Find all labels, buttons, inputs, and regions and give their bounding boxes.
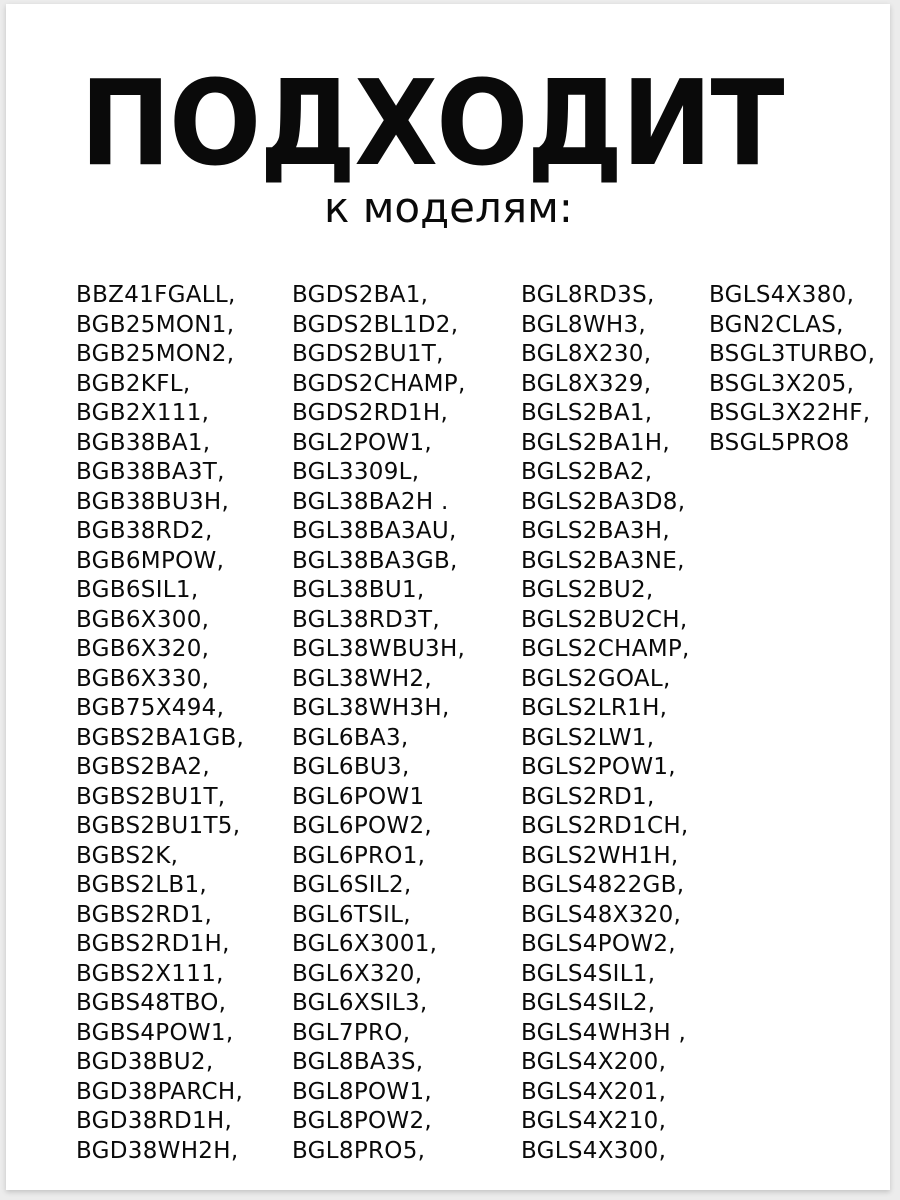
model-list-item: BGDS2CHAMP, — [292, 370, 466, 397]
model-list-item: BGLS4X201, — [521, 1078, 667, 1105]
model-list-item: BGL6TSIL, — [292, 901, 411, 928]
model-list-item: BGB6SIL1, — [76, 577, 199, 603]
model-list-item: BGB6X320, — [76, 636, 210, 662]
model-list-item: BGL8X329, — [521, 370, 652, 397]
model-list-item: BGDS2BL1D2, — [292, 311, 459, 338]
model-list-item: BGL38WH3H, — [292, 695, 450, 721]
page-card — [6, 4, 890, 1190]
model-list-item: BGL38BU1, — [292, 577, 425, 603]
model-list-item: BGLS2BA1, — [521, 400, 653, 426]
model-column-3 — [521, 281, 690, 1166]
model-list-item: BGN2CLAS, — [709, 311, 844, 338]
model-column-1 — [76, 281, 244, 1166]
model-list-item: BGL38WH2, — [292, 665, 432, 692]
model-list-item: BGLS2CHAMP, — [521, 636, 690, 662]
model-list-item: BGB38BA1, — [76, 429, 211, 456]
model-list-item: BGLS4X380, — [709, 282, 855, 308]
model-list-item: BGB38BA3T, — [76, 459, 225, 485]
model-list-item: BGLS2LR1H, — [521, 695, 668, 721]
model-list-item: BGLS2RD1, — [521, 783, 655, 810]
model-list-item: BSGL3TURBO, — [709, 341, 876, 367]
model-list-item: BSGL3X205, — [709, 370, 855, 397]
model-list-item: BGL6BU3, — [292, 754, 410, 780]
model-list-item: BGD38WH2H, — [76, 1137, 239, 1164]
model-list-item: BGLS2BA2, — [521, 459, 653, 485]
model-list-item: BGLS2LW1, — [521, 724, 655, 751]
model-list-item: BGB75X494, — [76, 695, 225, 721]
model-list-item: BGL6POW2, — [292, 813, 433, 839]
model-list-item: BGDS2RD1H, — [292, 400, 449, 426]
model-list-item: BGBS2LB1, — [76, 872, 208, 898]
model-list-item: BGBS48TBO, — [76, 990, 227, 1016]
model-list-item: BGL38BA3GB, — [292, 547, 458, 574]
model-list-item: BBZ41FGALL, — [76, 282, 236, 308]
model-list-item: BGL6XSIL3, — [292, 990, 428, 1016]
model-list-item: BGL6POW1 — [292, 783, 425, 810]
model-list-item: BGBS2RD1H, — [76, 931, 230, 957]
model-list-item: BGBS2BA2, — [76, 754, 210, 780]
model-list-item: BGL8BA3S, — [292, 1049, 424, 1075]
model-list-item: BGBS2BU1T5, — [76, 813, 241, 839]
model-list-item: BGB2KFL, — [76, 370, 191, 397]
model-list-item: BGLS4POW2, — [521, 931, 676, 957]
model-list-item: BGL6PRO1, — [292, 842, 426, 869]
model-list-item: BGLS48X320, — [521, 901, 682, 928]
model-list-item: BGL8POW1, — [292, 1078, 433, 1105]
model-list-item: BGDS2BA1, — [292, 282, 429, 308]
model-list-item: BGBS2BU1T, — [76, 783, 226, 810]
model-list-item: BGLS4X200, — [521, 1049, 667, 1075]
model-list-item: BGLS4X300, — [521, 1137, 667, 1164]
model-list-item: BGL38WBU3H, — [292, 636, 466, 662]
model-list-item: BGLS2GOAL, — [521, 665, 671, 692]
model-list-item: BGL6X320, — [292, 960, 423, 987]
model-list-item: BGB38RD2, — [76, 518, 213, 544]
model-list-item: BGD38RD1H, — [76, 1108, 233, 1134]
model-list-item: BGD38BU2, — [76, 1049, 214, 1075]
model-list-item: BGL6SIL2, — [292, 872, 412, 898]
model-list-item: BGLS4822GB, — [521, 872, 685, 898]
model-list-item: BGL6BA3, — [292, 724, 409, 751]
model-list-item: BSGL5PRO8 — [709, 429, 850, 456]
model-list-item: BGLS4SIL2, — [521, 990, 656, 1016]
model-list-item: BGLS2BU2, — [521, 577, 654, 603]
page-title: ПОДХОДИТ — [80, 54, 783, 192]
model-list-item: BGB6X330, — [76, 665, 210, 692]
model-list-item: BGL38RD3T, — [292, 606, 440, 633]
model-list-item: BGL8WH3, — [521, 311, 647, 338]
model-list-item: BGBS2RD1, — [76, 901, 213, 928]
model-list-item: BGLS4X210, — [521, 1108, 667, 1134]
model-list-item: BGB25MON1, — [76, 311, 235, 338]
model-list-item: BGL8X230, — [521, 341, 652, 367]
model-list-item: BGBS2X111, — [76, 960, 224, 987]
model-list-item: BGBS2BA1GB, — [76, 724, 245, 751]
model-list-item: BGBS2K, — [76, 842, 179, 869]
model-list-item: BGB6MPOW, — [76, 547, 225, 574]
model-list-item: BGL3309L, — [292, 459, 420, 485]
model-list-item: BGL38BA2H . — [292, 488, 449, 515]
model-list-item: BGD38PARCH, — [76, 1078, 244, 1105]
model-list-item: BGLS2BU2CH, — [521, 606, 688, 633]
model-list-item: BGDS2BU1T, — [292, 341, 444, 367]
model-list-item: BGB6X300, — [76, 606, 210, 633]
model-list-item: BGL8POW2, — [292, 1108, 433, 1134]
model-list-item: BGLS2BA3H, — [521, 518, 670, 544]
model-list-item: BGLS2BA3D8, — [521, 488, 686, 515]
model-list-item: BGL2POW1, — [292, 429, 433, 456]
model-list-item: BGLS2BA1H, — [521, 429, 670, 456]
model-column-4 — [709, 281, 875, 458]
model-list-item: BGL8PRO5, — [292, 1137, 426, 1164]
model-list-item: BGLS2RD1CH, — [521, 813, 689, 839]
model-list-item: BGLS4SIL1, — [521, 960, 656, 987]
model-list-item: BGL38BA3AU, — [292, 518, 457, 544]
model-list-item: BGB38BU3H, — [76, 488, 230, 515]
model-list-item: BGL7PRO, — [292, 1019, 411, 1046]
page-subtitle: к моделям: — [324, 183, 573, 232]
model-list-item: BGL6X3001, — [292, 931, 438, 957]
model-list-item: BGB2X111, — [76, 400, 210, 426]
model-list-item: BGB25MON2, — [76, 341, 235, 367]
model-list-item: BGLS2WH1H, — [521, 842, 679, 869]
model-list-item: BGL8RD3S, — [521, 282, 655, 308]
model-list-item: BGLS2POW1, — [521, 754, 676, 780]
model-list-item: BGLS4WH3H , — [521, 1019, 687, 1046]
model-list-item: BGBS4POW1, — [76, 1019, 234, 1046]
model-column-2 — [292, 281, 466, 1166]
model-list-item: BGLS2BA3NE, — [521, 547, 685, 574]
model-list-item: BSGL3X22HF, — [709, 400, 871, 426]
